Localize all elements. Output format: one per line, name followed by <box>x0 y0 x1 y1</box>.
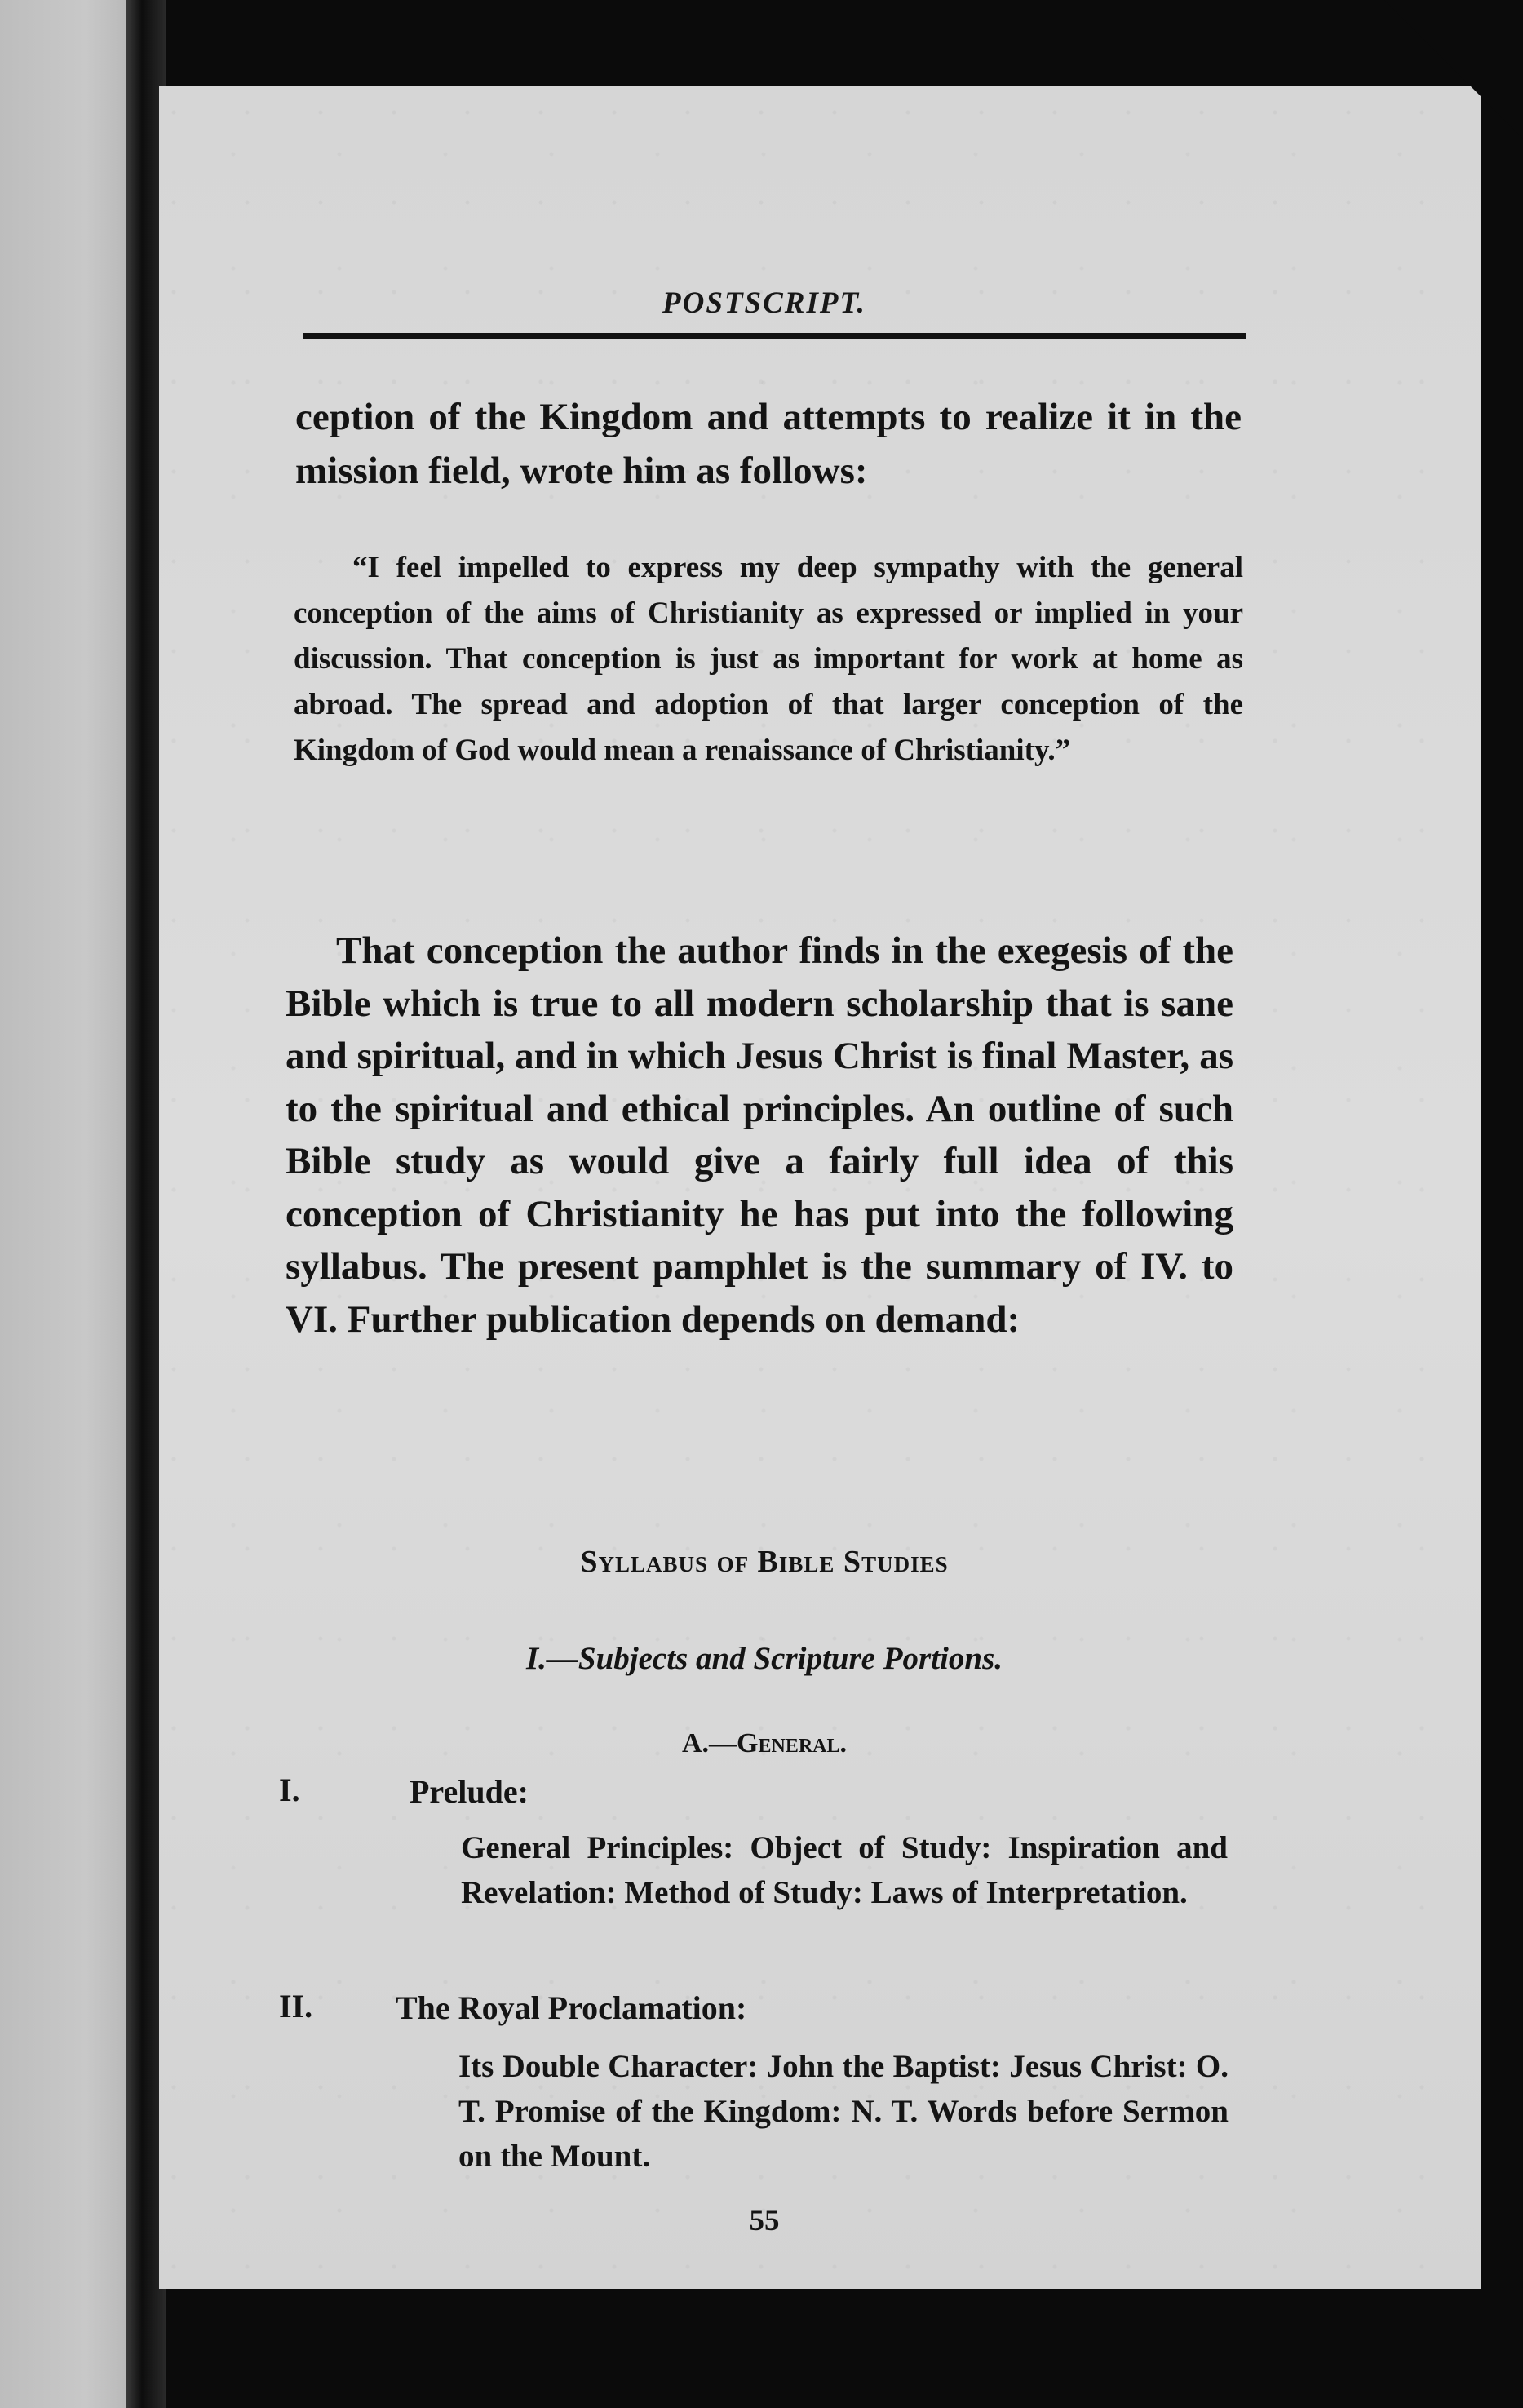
main-paragraph: That conception the author finds in the exegesis of the Bible which is true to all modern scholarship that is sane and spiritual, and in which Jesus Christ is final Master, as to the spiritual and ethical principles. An outline of such Bible study as would give a fairly full idea of this conception of Christianity he has put into the following syllabus. The present pamphlet is the summary of IV. to VI. Further publication depends on demand: <box>286 929 1233 1341</box>
syllabus-item-numeral: II. <box>279 1988 313 2024</box>
continued-paragraph: ception of the Kingdom and attempts to realize it in the mission field, wrote him as follows: <box>295 396 1242 492</box>
block-quotation: “I feel impelled to express my deep sympathy with the general conception of the aims of Christianity as expressed or implied in your discussion. That conception is just as important for work at home as abroad. The spread and adoption of that larger conception of the Kingdom of God would mean a renaissance of Christianity.” <box>294 551 1243 767</box>
header-rule <box>303 333 1246 339</box>
section-title: I.—Subjects and Scripture Portions. <box>525 1641 1003 1676</box>
syllabus-item-heading: Prelude: <box>410 1773 529 1810</box>
syllabus-item-body: General Principles: Object of Study: Inspiration and Revelation: Method of Study: Laws of Interpretation. <box>461 1830 1228 1910</box>
running-head: POSTSCRIPT. <box>662 286 866 320</box>
page-number: 55 <box>749 2204 780 2237</box>
subsection-title: A.—General. <box>681 1728 848 1758</box>
syllabus-title: Syllabus of Bible Studies <box>580 1545 949 1579</box>
syllabus-item-heading: The Royal Proclamation: <box>396 1989 747 2026</box>
syllabus-item-body: Its Double Character: John the Baptist: Jesus Christ: O. T. Promise of the Kingdom: N. T. Words before Sermon on the Mount. <box>458 2049 1229 2174</box>
page-corner-shadow <box>1384 0 1523 139</box>
syllabus-item-numeral: I. <box>279 1772 300 1808</box>
facing-page-edge <box>0 0 143 2408</box>
